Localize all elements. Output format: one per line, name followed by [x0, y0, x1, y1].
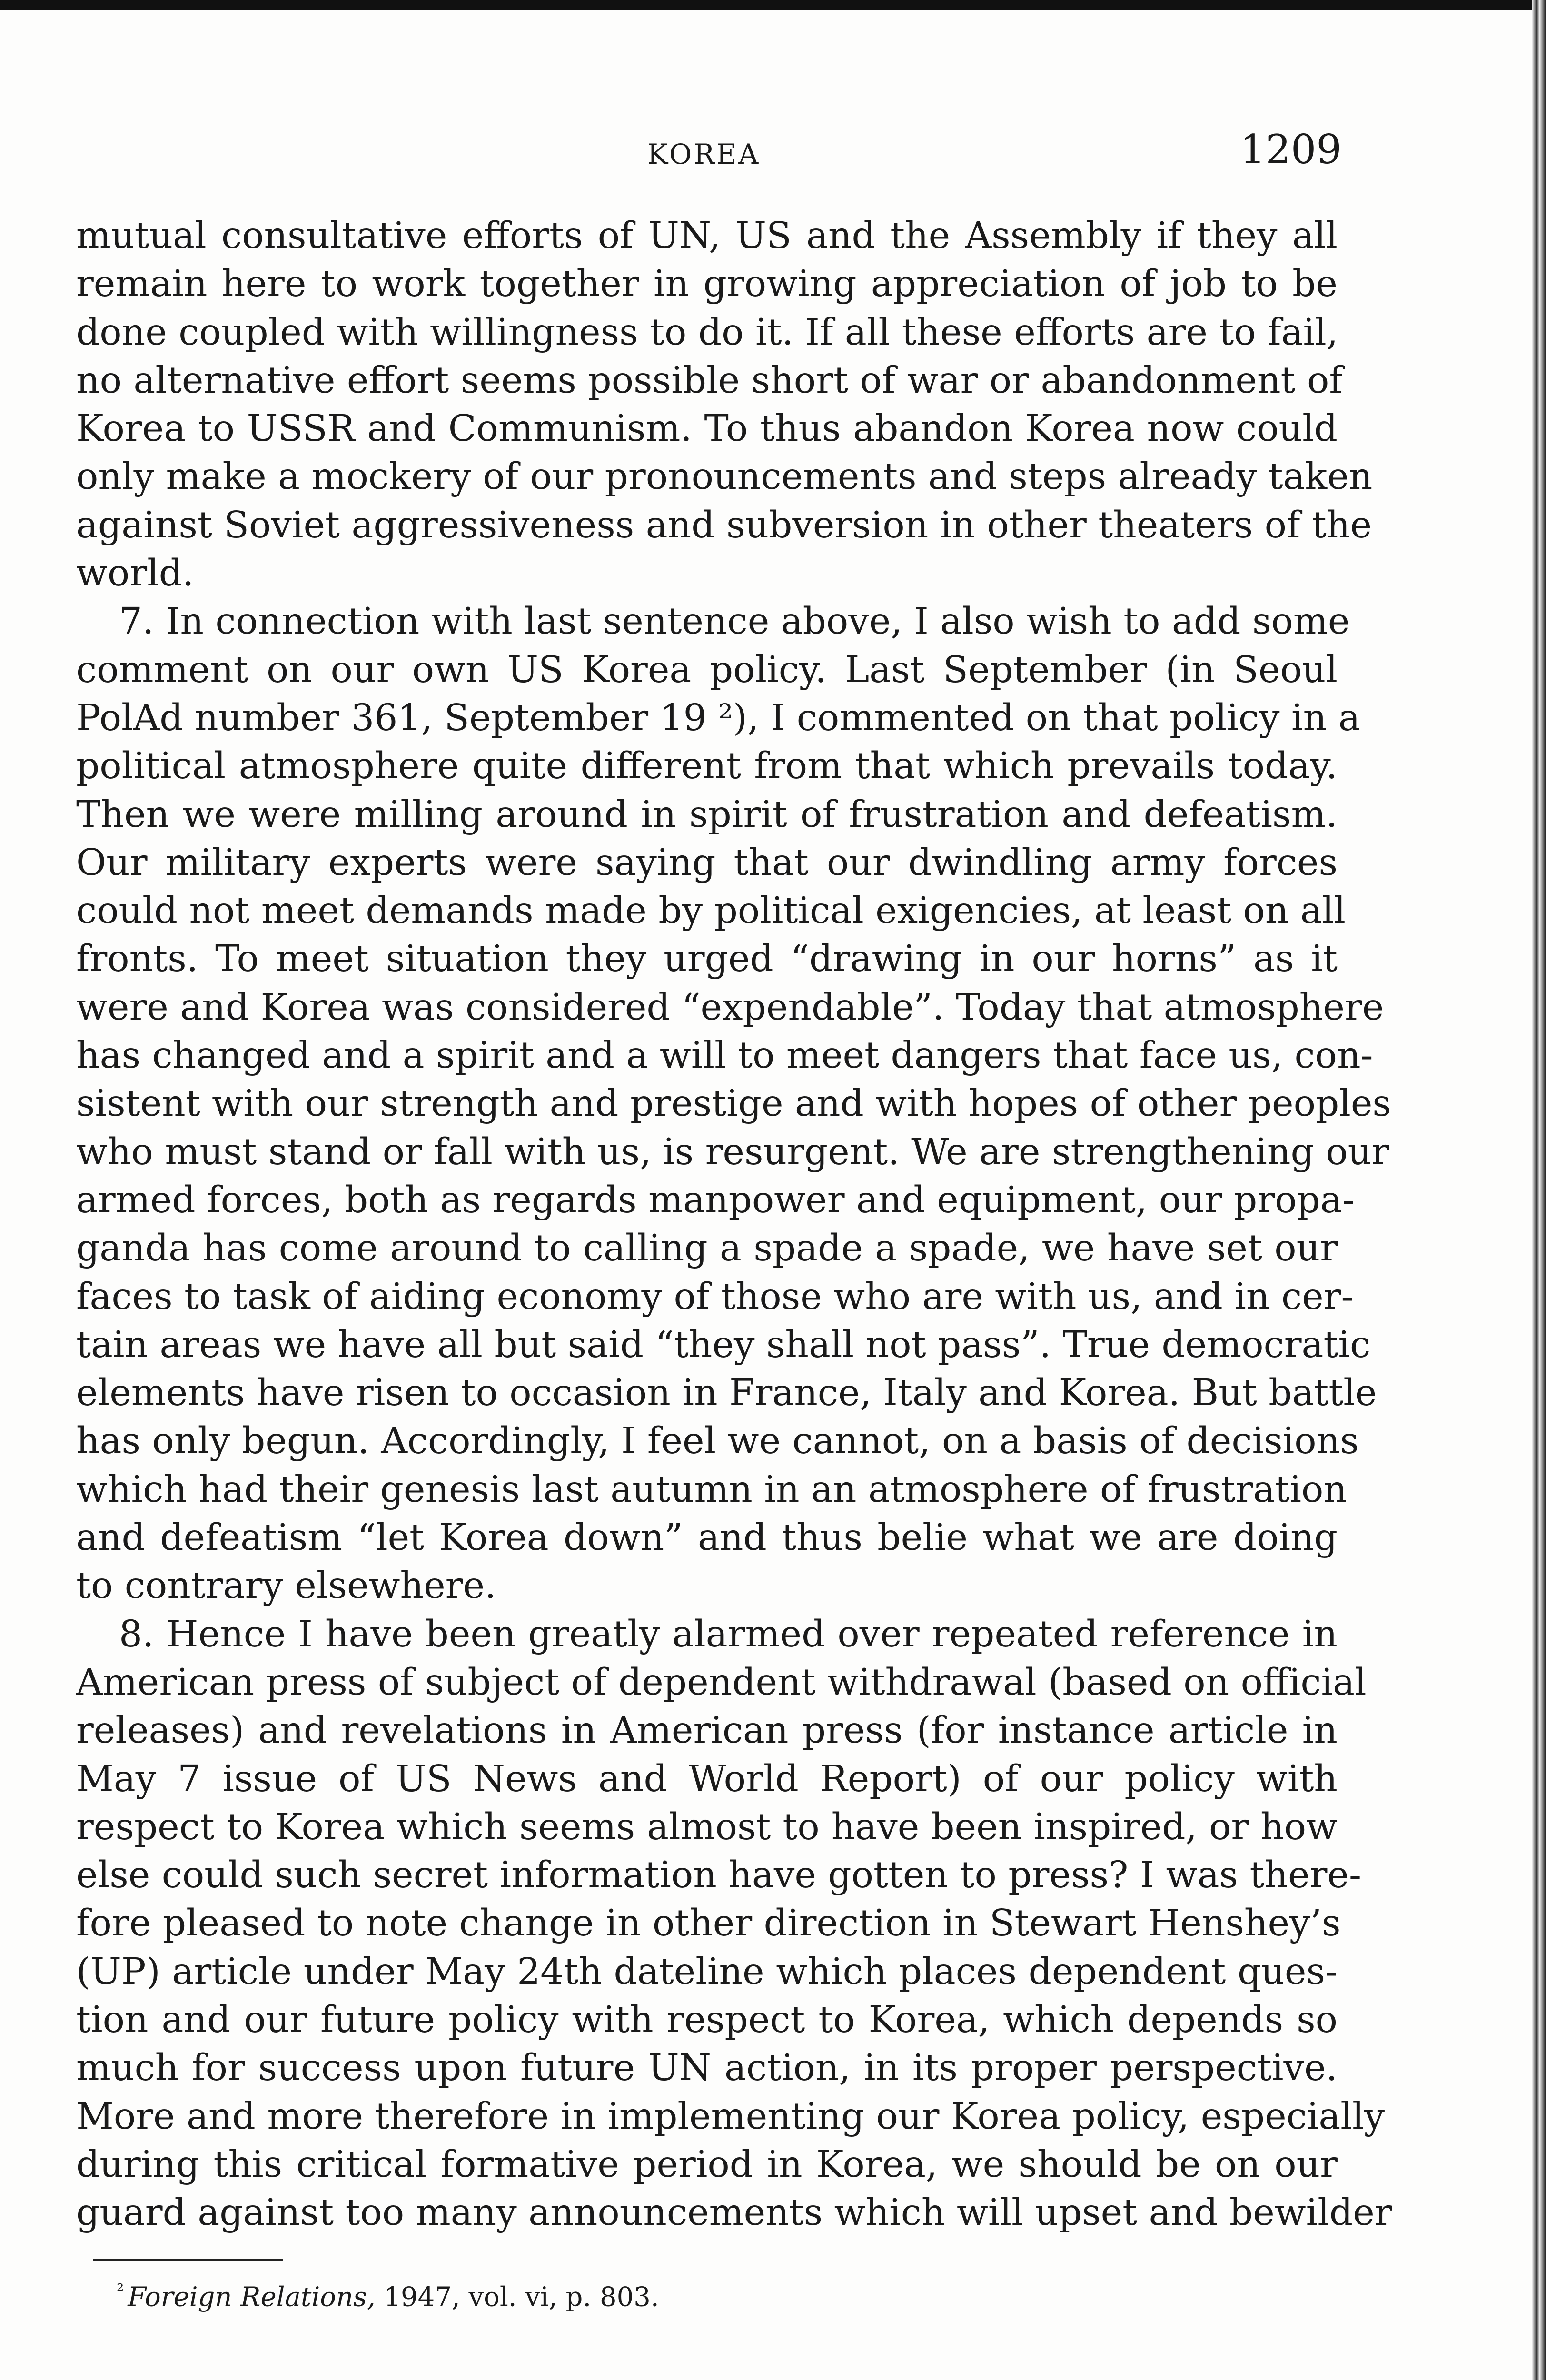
- running-head: KOREA: [647, 138, 761, 170]
- text-line: during this critical formative period in Korea, we should be on our: [76, 2143, 1338, 2186]
- text-line: elements have risen to occasion in France, Italy and Korea. But battle: [76, 1372, 1377, 1415]
- text-line: May 7 issue of US News and World Report) of our policy with: [76, 1757, 1338, 1800]
- footnote-marker: ²: [117, 2280, 124, 2301]
- text-line: PolAd number 361, September 19 ²), I commented on that policy in a: [76, 696, 1360, 739]
- text-line: done coupled with willingness to do it. If all these efforts are to fail,: [76, 311, 1338, 354]
- footnote-source-title: Foreign Relations,: [128, 2281, 376, 2313]
- text-line: guard against too many announcements which will upset and bewilder: [76, 2192, 1392, 2234]
- text-line: faces to task of aiding economy of those who are with us, and in cer-: [76, 1275, 1354, 1318]
- text-line: has only begun. Accordingly, I feel we cannot, on a basis of decisions: [76, 1420, 1359, 1463]
- paragraph-7-start: 7. In connection with last sentence above, I also wish to add some: [119, 600, 1350, 643]
- text-line: respect to Korea which seems almost to have been inspired, or how: [76, 1805, 1338, 1848]
- page-edge-shadow: [1532, 0, 1546, 2380]
- text-line: sistent with our strength and prestige and with hopes of other peoples: [76, 1082, 1391, 1125]
- text-line: fronts. To meet situation they urged “drawing in our horns” as it: [76, 938, 1338, 981]
- text-line: comment on our own US Korea policy. Last September (in Seoul: [76, 648, 1338, 691]
- text-line: could not meet demands made by political exigencies, at least on all: [76, 890, 1346, 932]
- text-line: (UP) article under May 24th dateline which places dependent ques-: [76, 1950, 1338, 1993]
- text-line: tion and our future policy with respect to Korea, which depends so: [76, 1998, 1338, 2041]
- text-line: only make a mockery of our pronouncements and steps already taken: [76, 456, 1373, 498]
- text-line: More and more therefore in implementing our Korea policy, especially: [76, 2095, 1385, 2138]
- text-line: tain areas we have all but said “they shall not pass”. True democratic: [76, 1323, 1371, 1366]
- text-line: Our military experts were saying that our dwindling army forces: [76, 841, 1338, 884]
- text-line: remain here to work together in growing appreciation of job to be: [76, 263, 1338, 306]
- footnote-rule: [93, 2259, 283, 2261]
- text-line: were and Korea was considered “expendable”. Today that atmosphere: [76, 986, 1384, 1029]
- text-line: Korea to USSR and Communism. To thus abandon Korea now could: [76, 407, 1338, 450]
- text-line: world.: [76, 552, 194, 595]
- text-line: mutual consultative efforts of UN, US and the Assembly if they all: [76, 215, 1338, 257]
- text-line: and defeatism “let Korea down” and thus belie what we are doing: [76, 1517, 1338, 1559]
- text-line: Then we were milling around in spirit of frustration and defeatism.: [76, 793, 1338, 836]
- text-line: political atmosphere quite different from that which prevails today.: [76, 745, 1338, 788]
- text-line: armed forces, both as regards manpower and equipment, our propa-: [76, 1179, 1355, 1221]
- text-line: has changed and a spirit and a will to meet dangers that face us, con-: [76, 1034, 1373, 1077]
- text-line: else could such secret information have gotten to press? I was there-: [76, 1854, 1361, 1897]
- footnote-details: 1947, vol. vi, p. 803.: [375, 2281, 659, 2313]
- page-number: 1209: [1240, 126, 1342, 173]
- text-line: much for success upon future UN action, in its proper perspective.: [76, 2047, 1338, 2090]
- text-line: who must stand or fall with us, is resurgent. We are strengthening our: [76, 1130, 1389, 1173]
- footnote: [117, 2280, 659, 2313]
- text-line: against Soviet aggressiveness and subversion in other theaters of the: [76, 504, 1372, 546]
- text-line: which had their genesis last autumn in an atmosphere of frustration: [76, 1468, 1347, 1511]
- top-edge-rule: [0, 0, 1546, 10]
- paragraph-8-start: 8. Hence I have been greatly alarmed over repeated reference in: [119, 1613, 1338, 1656]
- text-line: releases) and revelations in American press (for instance article in: [76, 1709, 1338, 1752]
- text-line: fore pleased to note change in other direction in Stewart Henshey’s: [76, 1902, 1341, 1945]
- text-line: American press of subject of dependent withdrawal (based on official: [76, 1661, 1367, 1704]
- text-line: ganda has come around to calling a spade a spade, we have set our: [76, 1227, 1338, 1270]
- text-line: to contrary elsewhere.: [76, 1565, 496, 1607]
- body-text: [76, 212, 1392, 2237]
- text-line: no alternative effort seems possible short of war or abandonment of: [76, 359, 1343, 402]
